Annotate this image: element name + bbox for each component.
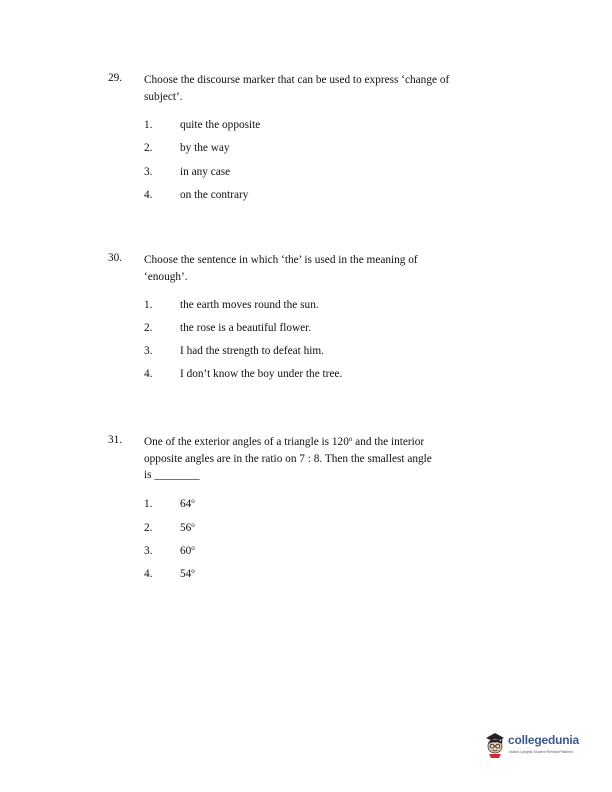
student-mascot-icon — [482, 729, 508, 759]
question-line: Choose the discourse marker that can be used to express ‘change of — [144, 74, 450, 86]
option-4 — [144, 568, 504, 584]
option-text: I don’t know the boy under the tree. — [180, 368, 343, 380]
option-number: 2. — [144, 142, 153, 154]
option-value: 60 — [180, 545, 192, 557]
question-line: subject’. — [144, 91, 183, 103]
option-number: 1. — [144, 498, 153, 510]
question-line-part: and the interior — [352, 436, 425, 448]
degree-symbol: o — [191, 544, 195, 552]
degree-symbol: o — [191, 567, 195, 575]
option-3 — [144, 545, 504, 561]
question-text — [144, 434, 518, 482]
question-number: 31. — [108, 434, 123, 446]
option-number: 3. — [144, 545, 153, 557]
option-number: 4. — [144, 368, 153, 380]
option-3 — [144, 166, 504, 182]
option-number: 3. — [144, 345, 153, 357]
degree-symbol: o — [191, 521, 195, 529]
option-number: 4. — [144, 568, 153, 580]
option-text: I had the strength to defeat him. — [180, 345, 324, 357]
option-number: 4. — [144, 189, 153, 201]
question-line: opposite angles are in the ratio on 7 : 8. Then the smallest angle — [144, 453, 432, 465]
option-number: 2. — [144, 522, 153, 534]
question-line — [144, 434, 518, 451]
option-number: 3. — [144, 166, 153, 178]
question-text — [144, 252, 518, 286]
question-line: ‘enough’. — [144, 271, 188, 283]
option-number: 2. — [144, 322, 153, 334]
option-2 — [144, 322, 504, 338]
degree-symbol: o — [191, 497, 195, 505]
option-1 — [144, 299, 504, 315]
option-text: the earth moves round the sun. — [180, 299, 319, 311]
option-2 — [144, 142, 504, 158]
option-text — [180, 545, 195, 557]
question-text — [144, 72, 518, 106]
collegedunia-logo — [482, 729, 592, 759]
option-3 — [144, 345, 504, 361]
option-text: by the way — [180, 142, 230, 154]
logo-tagline: India's Largest Student Review Platform — [509, 750, 573, 754]
option-text: on the contrary — [180, 189, 249, 201]
degree-symbol: o — [348, 435, 353, 443]
option-1 — [144, 119, 504, 135]
option-value: 56 — [180, 522, 192, 534]
option-2 — [144, 522, 504, 538]
logo-wordmark: collegedunia — [508, 733, 579, 747]
option-text: quite the opposite — [180, 119, 261, 131]
question-number: 30. — [108, 252, 123, 264]
option-text: in any case — [180, 166, 231, 178]
option-number: 1. — [144, 299, 153, 311]
option-value: 64 — [180, 498, 192, 510]
option-4 — [144, 368, 504, 384]
option-number: 1. — [144, 119, 153, 131]
option-1 — [144, 498, 504, 514]
question-line: Choose the sentence in which ‘the’ is used in the meaning of — [144, 254, 418, 266]
question-line-part: One of the exterior angles of a triangle is 120 — [144, 436, 349, 448]
option-value: 54 — [180, 568, 192, 580]
option-text: the rose is a beautiful flower. — [180, 322, 312, 334]
option-4 — [144, 189, 504, 205]
option-text — [180, 522, 195, 534]
question-number: 29. — [108, 72, 123, 84]
option-text — [180, 568, 195, 580]
option-text — [180, 498, 195, 510]
question-line: is ________ — [144, 469, 200, 481]
